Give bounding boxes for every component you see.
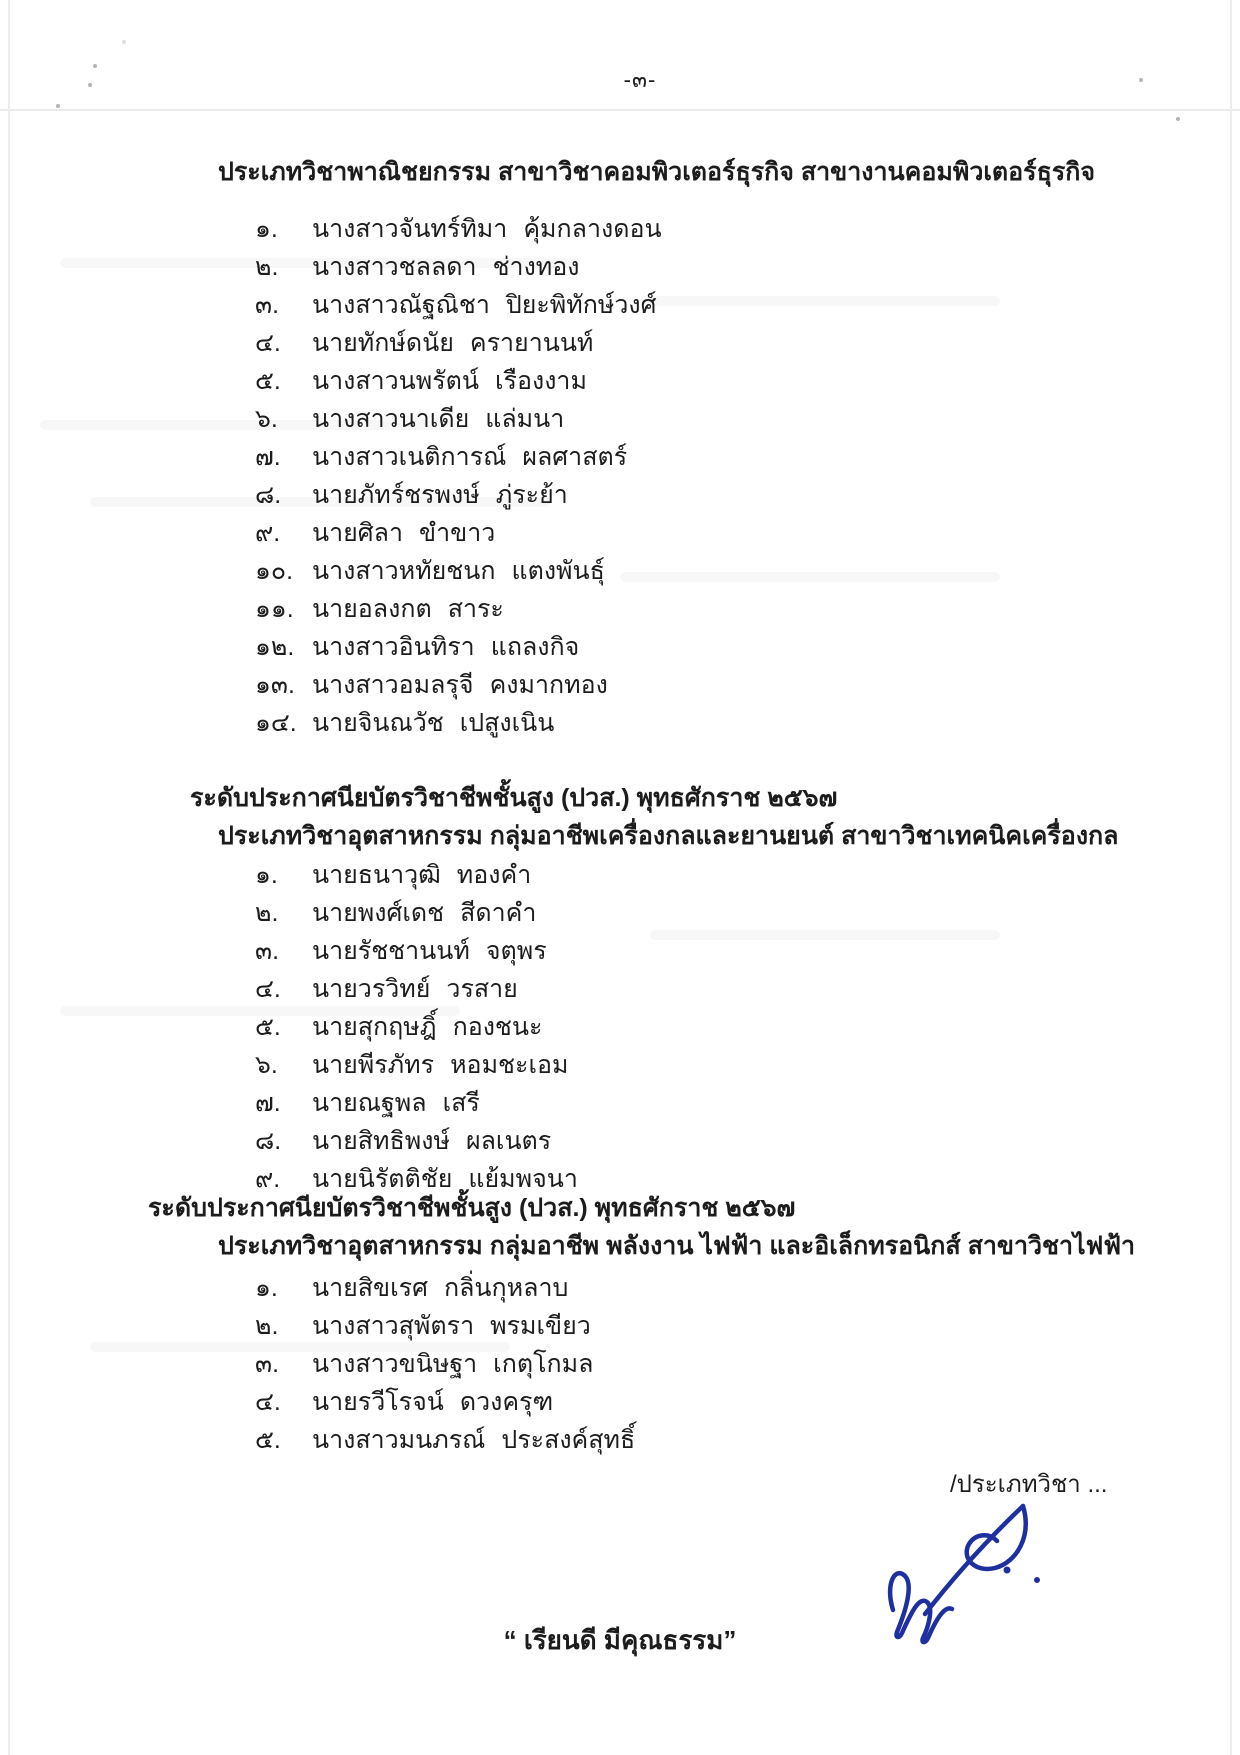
item-number: ๙. (255, 519, 281, 547)
roster-row (255, 362, 662, 400)
item-number: ๑๔. (255, 709, 297, 737)
item-number: ๓. (255, 1350, 280, 1378)
last-name: พรมเขียว (490, 1312, 591, 1340)
item-number: ๙. (255, 1165, 281, 1193)
roster-row (255, 248, 662, 286)
section-commerce-heading: ประเภทวิชาพาณิชยกรรม สาขาวิชาคอมพิวเตอร์ธุรกิจ สาขางานคอมพิวเตอร์ธุรกิจ (218, 158, 1096, 186)
first-name: นายวรวิทย์ (312, 975, 431, 1003)
first-name: นางสาวขนิษฐา (312, 1350, 478, 1378)
item-number: ๑๑. (255, 595, 294, 623)
roster-row (255, 1046, 578, 1084)
roster-row (255, 1122, 578, 1160)
last-name: ผลศาสตร์ (522, 443, 628, 471)
last-name: เกตุโกมล (493, 1350, 594, 1378)
scan-speck (122, 40, 126, 44)
item-number: ๕. (255, 1426, 281, 1454)
roster-row (255, 514, 662, 552)
item-number: ๑. (255, 1274, 278, 1302)
scan-speck (56, 104, 60, 108)
item-number: ๘. (255, 481, 282, 509)
roster-list-commerce (255, 210, 662, 742)
first-name: นายพีรภัทร (312, 1051, 435, 1079)
last-name: แล่มนา (485, 405, 565, 433)
first-name: นางสาวมนภรณ์ (312, 1426, 486, 1454)
scan-edge-left (8, 0, 10, 1755)
section-subtitle: ประเภทวิชาอุตสาหกรรม กลุ่มอาชีพ พลังงาน ไฟฟ้า และอิเล็กทรอนิกส์ สาขาวิชาไฟฟ้า (218, 1232, 1136, 1260)
first-name: นางสาวสุพัตรา (312, 1312, 475, 1340)
item-number: ๓. (255, 937, 280, 965)
item-number: ๔. (255, 975, 281, 1003)
roster-row (255, 400, 662, 438)
last-name: วรสาย (446, 975, 518, 1003)
roster-list-mechanical (255, 856, 578, 1198)
item-number: ๑. (255, 861, 278, 889)
first-name: นายจินณวัช (312, 709, 444, 737)
level-title: ระดับประกาศนียบัตรวิชาชีพชั้นสูง (ปวส.) พุทธศักราช ๒๕๖๗ (148, 1194, 796, 1222)
last-name: เรืองงาม (495, 367, 587, 395)
first-name: นายรวีโรจน์ (312, 1388, 444, 1416)
first-name: นายศิลา (312, 519, 404, 547)
last-name: ขำขาว (419, 519, 496, 547)
last-name: แถลงกิจ (490, 633, 580, 661)
roster-row (255, 628, 662, 666)
roster-row (255, 438, 662, 476)
roster-row (255, 210, 662, 248)
item-number: ๖. (255, 1051, 278, 1079)
roster-row (255, 590, 662, 628)
first-name: นางสาวนาเดีย (312, 405, 470, 433)
first-name: นางสาวจันทร์ทิมา (312, 215, 508, 243)
item-number: ๔. (255, 1388, 281, 1416)
section-subtitle: ประเภทวิชาอุตสาหกรรม กลุ่มอาชีพเครื่องกลและยานยนต์ สาขาวิชาเทคนิคเครื่องกล (218, 822, 1119, 850)
last-name: ประสงค์สุทธิ์ (501, 1426, 636, 1454)
item-number: ๑๐. (255, 557, 294, 585)
last-name: กลิ่นกุหลาบ (443, 1274, 569, 1302)
roster-row (255, 286, 662, 324)
school-motto: “ เรียนดี มีคุณธรรม” (503, 1625, 737, 1655)
last-name: ปิยะพิทักษ์วงศ์ (505, 291, 657, 319)
item-number: ๕. (255, 367, 281, 395)
roster-row (255, 704, 662, 742)
item-number: ๔. (255, 329, 281, 357)
roster-row (255, 476, 662, 514)
item-number: ๑๓. (255, 671, 295, 699)
forward-note: /ประเภทวิชา ... (950, 1471, 1108, 1498)
scan-streak (640, 296, 1000, 306)
last-name: สาระ (447, 595, 504, 623)
item-number: ๘. (255, 1127, 282, 1155)
roster-row (255, 1307, 635, 1345)
item-number: ๒. (255, 253, 279, 281)
first-name: นายณฐพล (312, 1089, 427, 1117)
first-name: นางสาวนพรัตน์ (312, 367, 479, 395)
section-mechanical-heading (190, 779, 1119, 855)
first-name: นายสิทธิพงษ์ (312, 1127, 450, 1155)
item-number: ๕. (255, 1013, 281, 1041)
roster-row (255, 1345, 635, 1383)
item-number: ๒. (255, 899, 279, 927)
last-name: แย้มพจนา (468, 1165, 578, 1193)
roster-row (255, 1084, 578, 1122)
first-name: นายธนาวุฒิ (312, 861, 441, 889)
item-number: ๗. (255, 1089, 281, 1117)
first-name: นายอลงกต (312, 595, 432, 623)
first-name: นายสิขเรศ (312, 1274, 428, 1302)
roster-row (255, 970, 578, 1008)
scan-line-artifact (0, 109, 1240, 111)
last-name: เปสูงเนิน (459, 709, 555, 737)
last-name: สีดาคำ (460, 899, 537, 927)
first-name: นายนิรัตติชัย (312, 1165, 453, 1193)
last-name: ดวงครุฑ (459, 1388, 554, 1416)
item-number: ๑๒. (255, 633, 295, 661)
item-number: ๓. (255, 291, 280, 319)
page-number: -๓- (623, 67, 657, 92)
first-name: นางสาวอินทิรา (312, 633, 475, 661)
last-name: หอมชะเอม (450, 1051, 569, 1079)
last-name: ภู่ระย้า (495, 481, 568, 509)
scan-speck (1176, 117, 1180, 121)
first-name: นายพงศ์เดช (312, 899, 445, 927)
roster-row (255, 1383, 635, 1421)
level-title: ระดับประกาศนียบัตรวิชาชีพชั้นสูง (ปวส.) พุทธศักราช ๒๕๖๗ (190, 784, 838, 812)
scan-streak (620, 572, 1000, 582)
first-name: นายรัชชานนท์ (312, 937, 470, 965)
last-name: แตงพันธุ์ (511, 557, 605, 585)
roster-row (255, 856, 578, 894)
last-name: ผลเนตร (465, 1127, 552, 1155)
item-number: ๒. (255, 1312, 279, 1340)
roster-list-electrical (255, 1269, 635, 1459)
last-name: ช่างทอง (492, 253, 580, 281)
first-name: นางสาวชลลดา (312, 253, 477, 281)
last-name: กองชนะ (452, 1013, 543, 1041)
scan-streak (650, 930, 1000, 940)
roster-row (255, 1008, 578, 1046)
roster-row (255, 1269, 635, 1307)
last-name: จตุพร (485, 937, 547, 965)
section-electrical-heading (148, 1189, 1135, 1265)
last-name: ทองคำ (456, 861, 532, 889)
item-number: ๑. (255, 215, 278, 243)
roster-row (255, 324, 662, 362)
roster-row (255, 666, 662, 704)
first-name: นายทักษ์ดนัย (312, 329, 454, 357)
first-name: นายสุกฤษฎิ์ (312, 1013, 437, 1041)
roster-row (255, 894, 578, 932)
item-number: ๗. (255, 443, 281, 471)
roster-row (255, 1421, 635, 1459)
last-name: ครายานนท์ (469, 329, 594, 357)
first-name: นางสาวอมลรุจี (312, 671, 474, 699)
scan-edge-right (1230, 0, 1232, 1755)
item-number: ๖. (255, 405, 278, 433)
first-name: นางสาวเนติการณ์ (312, 443, 507, 471)
roster-row (255, 932, 578, 970)
first-name: นางสาวหทัยชนก (312, 557, 496, 585)
first-name: นางสาวณัฐณิชา (312, 291, 490, 319)
last-name: คงมากทอง (489, 671, 608, 699)
roster-row (255, 552, 662, 590)
last-name: คุ้มกลางดอน (523, 215, 662, 243)
last-name: เสรี (442, 1089, 480, 1117)
first-name: นายภัทร์ชรพงษ์ (312, 481, 480, 509)
